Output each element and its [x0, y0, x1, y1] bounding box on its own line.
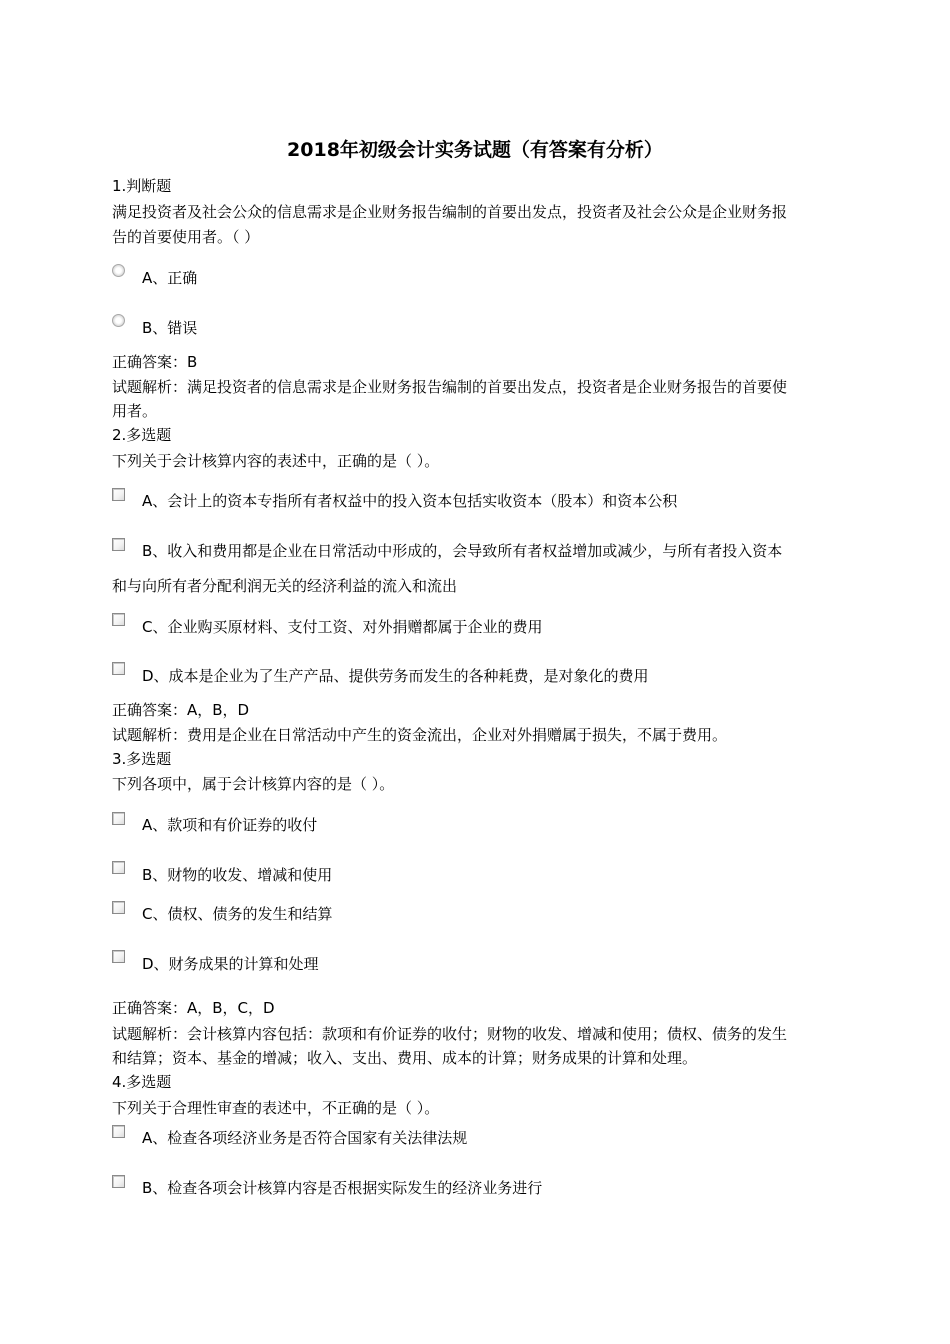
option-label: A、会计上的资本专指所有者权益中的投入资本包括实收资本（股本）和资本公积 [142, 492, 678, 510]
checkbox[interactable] [112, 538, 125, 551]
question-1-stem-line-1: 满足投资者及社会公众的信息需求是企业财务报告编制的首要出发点，投资者及社会公众是企业财务报 [112, 203, 788, 221]
question-4-header: 4.多选题 [112, 1073, 172, 1091]
question-3-analysis-line-1: 试题解析：会计核算内容包括：款项和有价证券的收付；财物的收发、增减和使用；债权、债务的发生 [112, 1025, 788, 1043]
option-label: A、检查各项经济业务是否符合国家有关法律法规 [142, 1129, 468, 1147]
checkbox[interactable] [112, 1125, 125, 1138]
question-1-analysis-line-2: 用者。 [112, 402, 158, 420]
option-label: A、正确 [142, 269, 198, 287]
radio-button[interactable] [112, 314, 125, 327]
option-label: C、企业购买原材料、支付工资、对外捐赠都属于企业的费用 [142, 618, 543, 636]
option-label: B、错误 [142, 319, 198, 337]
checkbox[interactable] [112, 662, 125, 675]
option-label: A、款项和有价证券的收付 [142, 816, 318, 834]
checkbox[interactable] [112, 861, 125, 874]
checkbox[interactable] [112, 950, 125, 963]
question-1-answer: 正确答案：B [112, 353, 198, 371]
question-1-analysis-line-1: 试题解析：满足投资者的信息需求是企业财务报告编制的首要出发点，投资者是企业财务报告的首要使 [112, 378, 788, 396]
checkbox[interactable] [112, 901, 125, 914]
question-4-stem: 下列关于合理性审查的表述中，不正确的是（ ）。 [112, 1099, 440, 1117]
document-title: 2018年初级会计实务试题（有答案有分析） [287, 139, 663, 161]
question-3-stem: 下列各项中，属于会计核算内容的是（ ）。 [112, 775, 395, 793]
question-3-analysis-line-2: 和结算；资本、基金的增减；收入、支出、费用、成本的计算；财务成果的计算和处理。 [112, 1049, 698, 1067]
checkbox[interactable] [112, 812, 125, 825]
checkbox[interactable] [112, 613, 125, 626]
option-label: D、成本是企业为了生产产品、提供劳务而发生的各种耗费，是对象化的费用 [142, 667, 649, 685]
option-label: C、债权、债务的发生和结算 [142, 905, 333, 923]
checkbox[interactable] [112, 1175, 125, 1188]
question-3-answer: 正确答案：A，B，C，D [112, 999, 275, 1017]
option-label: B、财物的收发、增减和使用 [142, 866, 333, 884]
question-2-option-b-continuation: 和与向所有者分配利润无关的经济利益的流入和流出 [112, 577, 458, 595]
radio-button[interactable] [112, 264, 125, 277]
checkbox[interactable] [112, 488, 125, 501]
question-1-header: 1.判断题 [112, 177, 172, 195]
option-label: B、收入和费用都是企业在日常活动中形成的，会导致所有者权益增加或减少，与所有者投入资本 [142, 542, 783, 560]
question-2-answer: 正确答案：A，B，D [112, 701, 250, 719]
question-1-stem-line-2: 告的首要使用者。（ ） [112, 228, 260, 246]
question-2-stem: 下列关于会计核算内容的表述中，正确的是（ ）。 [112, 452, 440, 470]
option-label: B、检查各项会计核算内容是否根据实际发生的经济业务进行 [142, 1179, 543, 1197]
question-2-analysis: 试题解析：费用是企业在日常活动中产生的资金流出，企业对外捐赠属于损失，不属于费用。 [112, 726, 728, 744]
question-2-header: 2.多选题 [112, 426, 172, 444]
option-label: D、财务成果的计算和处理 [142, 955, 319, 973]
question-3-header: 3.多选题 [112, 750, 172, 768]
